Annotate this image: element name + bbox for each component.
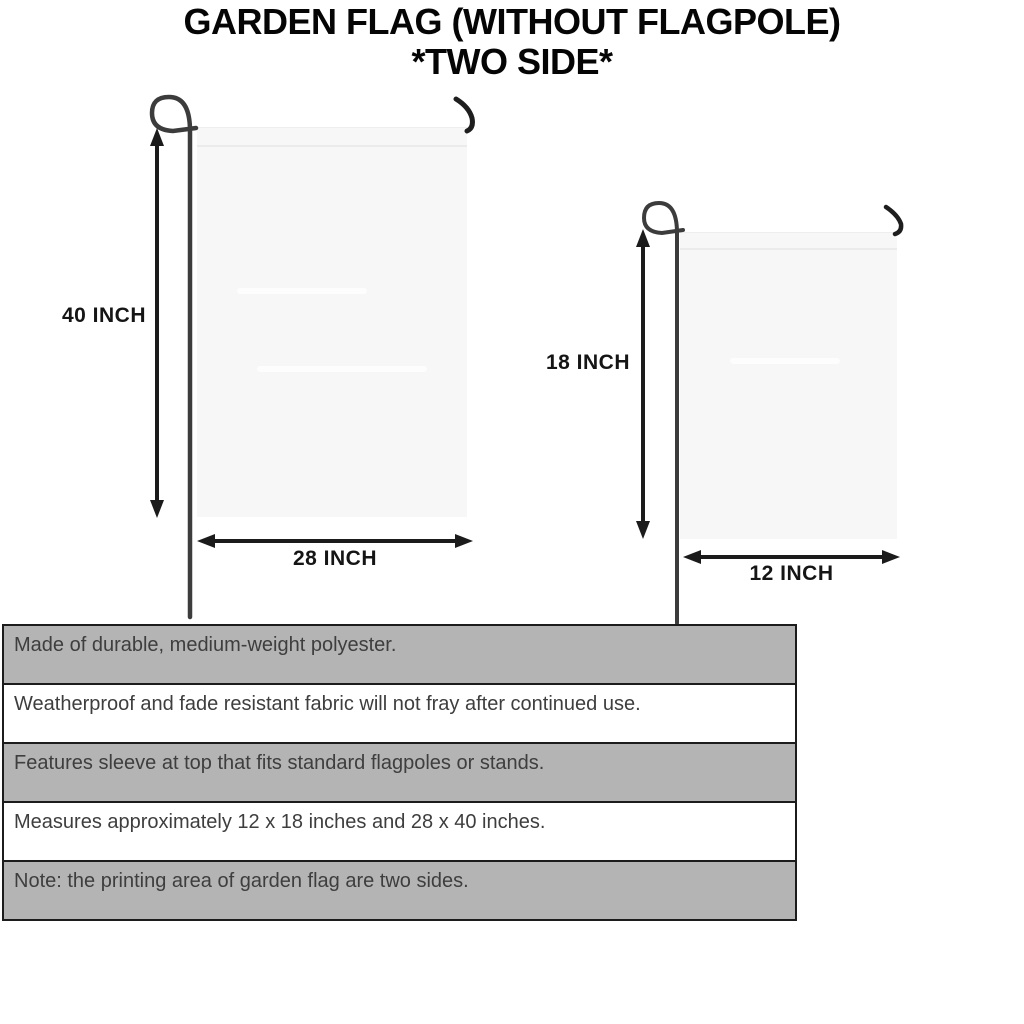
feature-row	[4, 685, 795, 744]
small-height-label: 18 INCH	[545, 351, 630, 374]
small-width-label: 12 INCH	[749, 562, 834, 585]
title-line-1: GARDEN FLAG (WITHOUT FLAGPOLE)	[183, 1, 841, 42]
large-width-arrow	[197, 534, 473, 548]
title-line-2: *TWO SIDE*	[411, 41, 613, 82]
feature-row	[4, 744, 795, 803]
feature-row	[4, 626, 795, 685]
large-width-label: 28 INCH	[292, 547, 378, 570]
feature-table	[2, 624, 797, 921]
feature-row	[4, 803, 795, 862]
large-height-label: 40 INCH	[61, 304, 146, 327]
small-flagpole-with-loop	[644, 203, 683, 623]
feature-row	[4, 862, 795, 919]
feature-text: Made of durable, medium-weight polyester.	[14, 634, 397, 656]
feature-text: Measures approximately 12 x 18 inches and 28 x 40 inches.	[14, 811, 546, 833]
large-flag-hook-icon	[456, 99, 472, 131]
feature-text: Features sleeve at top that fits standard flagpoles or stands.	[14, 752, 545, 774]
feature-text: Note: the printing area of garden flag are two sides.	[14, 870, 469, 892]
feature-text: Weatherproof and fade resistant fabric will not fray after continued use.	[14, 693, 641, 715]
small-height-arrow	[636, 229, 650, 539]
large-height-arrow	[150, 128, 164, 518]
small-flag-hook-icon	[886, 207, 901, 234]
